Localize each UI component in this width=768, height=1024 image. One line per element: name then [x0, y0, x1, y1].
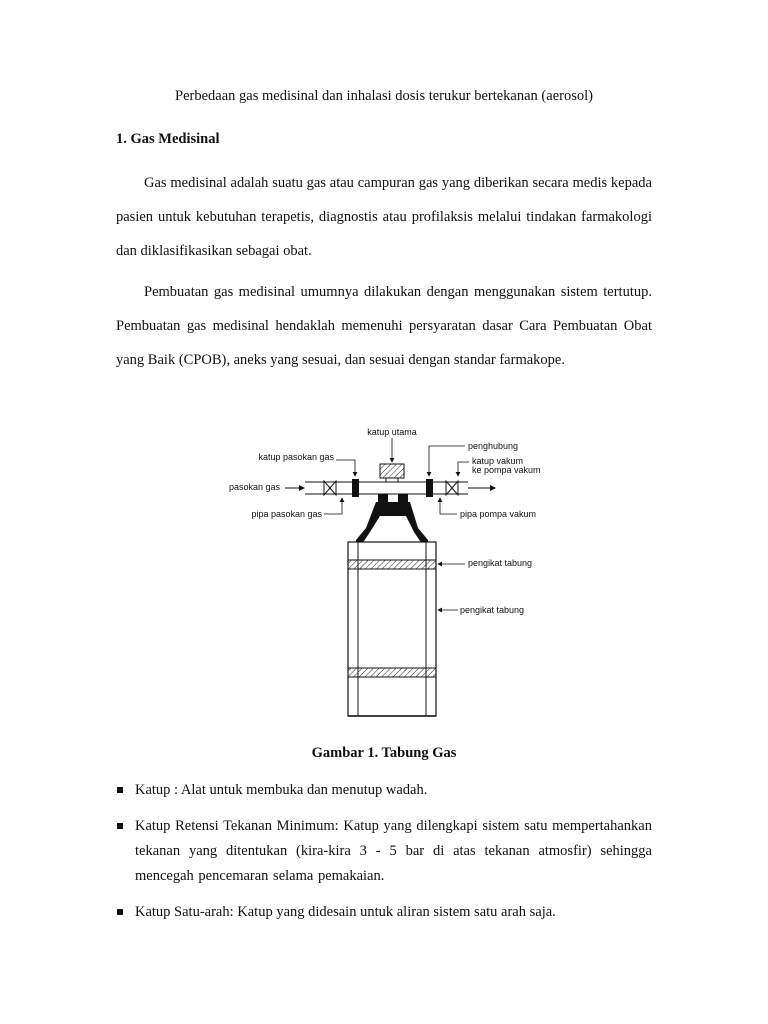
list-item	[116, 900, 652, 925]
list-item-text: Katup : Alat untuk membuka dan menutup wadah.	[135, 782, 428, 798]
connector-right	[426, 479, 433, 497]
bullet-square-icon	[117, 787, 123, 793]
document-title: Perbedaan gas medisinal dan inhalasi dosis terukur bertekanan (aerosol)	[175, 88, 593, 104]
list-item	[116, 814, 652, 889]
gas-cylinder-diagram	[210, 424, 570, 724]
connector-left	[352, 479, 359, 497]
label-pasokan-gas: pasokan gas	[228, 482, 280, 492]
list-item	[116, 778, 652, 803]
label-pipa-pasokan-gas: pipa pasokan gas	[251, 509, 322, 519]
section-heading: 1. Gas Medisinal	[116, 131, 220, 147]
label-katup-vakum: katup vakum	[472, 456, 524, 466]
label-katup-pasokan-gas: katup pasokan gas	[258, 452, 334, 462]
label-ke-pompa-vakum: ke pompa vakum	[472, 465, 541, 475]
vacuum-pipe	[390, 482, 495, 494]
supply-valve-icon	[324, 481, 336, 495]
label-pengikat-tabung-2: pengikat tabung	[460, 605, 525, 615]
paragraph-2: Pembuatan gas medisinal umumnya dilakukan dengan menggunakan sistem tertutup. Pembuatan gas medisinal hendaklah memenuhi persyaratan dasar Cara Pembuatan Obat yang Baik (CPOB), aneks yang sesuai, dan sesuai dengan standar farmakope.	[116, 284, 652, 368]
gas-cylinder	[348, 502, 436, 716]
paragraph-1: Gas medisinal adalah suatu gas atau campuran gas yang diberikan secara medis kepada pasien untuk kebutuhan terapetis, diagnostis atau profilaksis melalui tindakan farmakologi dan diklasifikasikan sebagai obat.	[116, 175, 652, 259]
figure-caption: Gambar 1. Tabung Gas	[311, 745, 457, 761]
label-pipa-pompa-vakum: pipa pompa vakum	[460, 509, 537, 519]
vacuum-valve-icon	[446, 481, 458, 495]
list-item-text: Katup Retensi Tekanan Minimum: Katup yang dilengkapi sistem satu mempertahankan tekanan yang ditentukan (kira-kira 3 - 5 bar di atas tekanan atmosfir) sehingga mencegah pencemaran selama pemakaian.	[135, 818, 652, 884]
list-item-text: Katup Satu-arah: Katup yang didesain untuk aliran sistem satu arah saja.	[135, 904, 556, 920]
supply-pipe	[285, 482, 390, 494]
label-katup-utama: katup utama	[367, 427, 417, 437]
label-pengikat-tabung-1: pengikat tabung	[468, 558, 533, 568]
bullet-square-icon	[117, 823, 123, 829]
cylinder-strap-top	[348, 560, 436, 569]
cylinder-strap-bottom	[348, 668, 436, 677]
definition-list	[116, 778, 652, 936]
label-penghubung: penghubung	[468, 441, 519, 451]
bullet-square-icon	[117, 909, 123, 915]
